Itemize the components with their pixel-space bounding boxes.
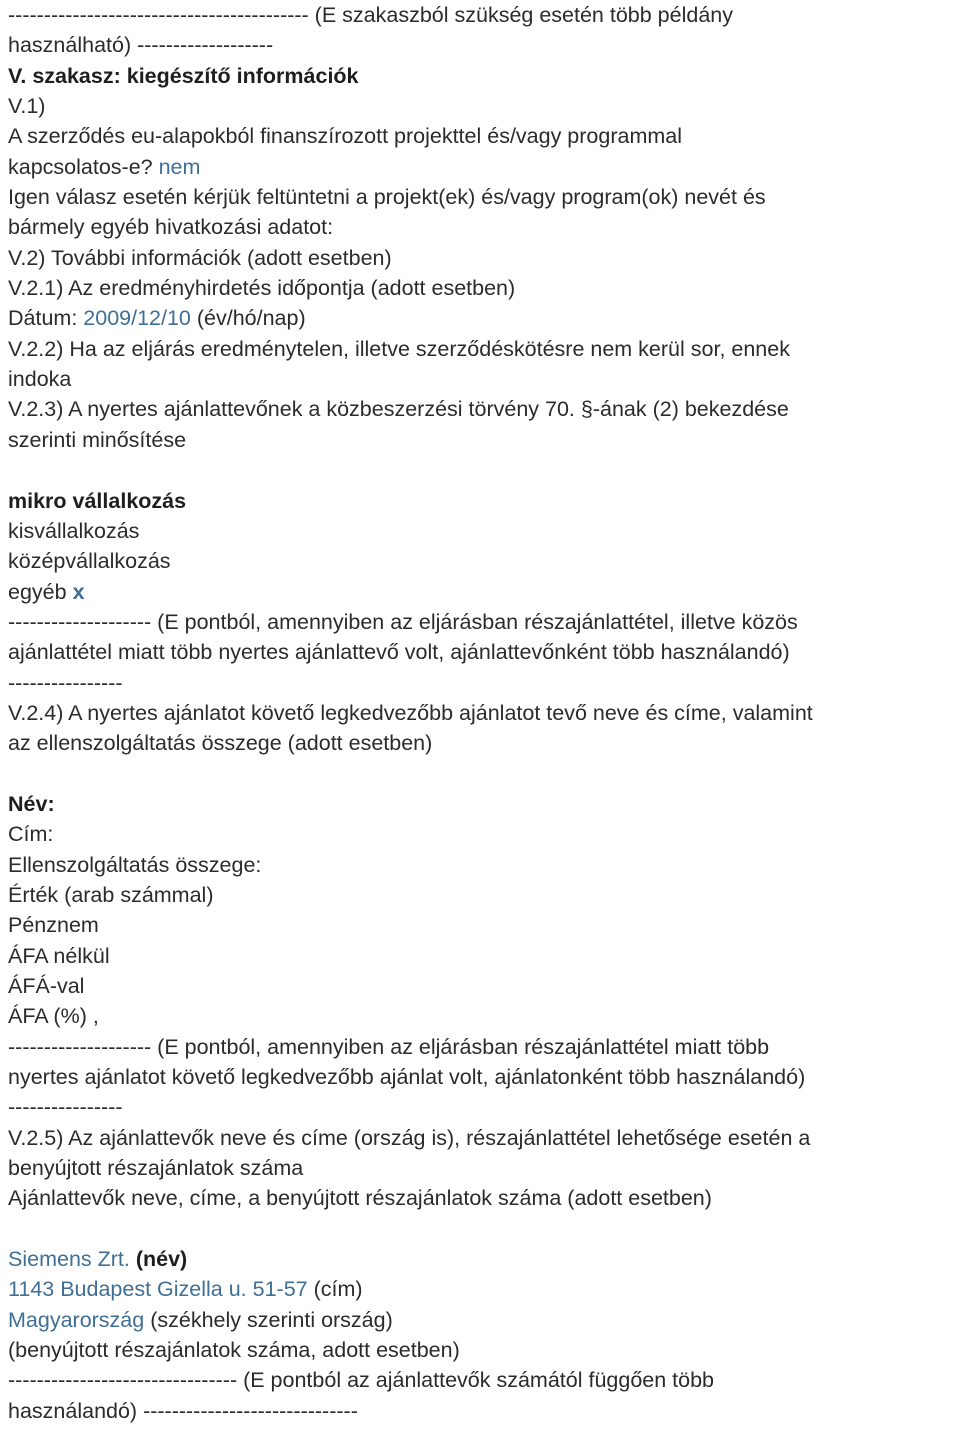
option-other bbox=[8, 577, 960, 607]
vat-included-label: ÁFÁ-val bbox=[8, 974, 85, 998]
spacer bbox=[8, 455, 960, 485]
item-heading: szerinti minősítése bbox=[8, 427, 187, 452]
item-heading: benyújtott részajánlatok száma bbox=[8, 1156, 304, 1181]
bidder-name-line bbox=[8, 1244, 960, 1274]
bidder-name: Siemens Zrt. bbox=[8, 1247, 130, 1272]
spacer bbox=[8, 1214, 960, 1244]
bidder-country-line bbox=[8, 1305, 960, 1335]
note-text: Igen válasz esetén kérjük feltüntetni a projekt(ek) és/vagy program(ok) nevét és bbox=[8, 185, 766, 210]
spacer bbox=[8, 759, 960, 789]
item-heading: az ellenszolgáltatás összege (adott esetben) bbox=[8, 731, 433, 756]
selected-mark: x bbox=[72, 579, 85, 604]
date-value: 2009/12/10 bbox=[83, 306, 191, 331]
option-other-label: egyéb bbox=[8, 579, 73, 604]
bidder-country: Magyarország bbox=[8, 1307, 145, 1332]
item-heading: V.2.4) A nyertes ajánlatot követő legkedvezőbb ajánlatot tevő neve és címe, valamint bbox=[8, 700, 813, 725]
separator-line: -------------------------------- (E pontból az ajánlattevők számától függően több bbox=[8, 1368, 715, 1393]
bidder-address-suffix: (cím) bbox=[307, 1277, 363, 1302]
note-text: bármely egyéb hivatkozási adatot: bbox=[8, 215, 334, 240]
bidder-address-line bbox=[8, 1274, 960, 1304]
bidder-address: 1143 Budapest Gizella u. 51-57 bbox=[8, 1277, 308, 1302]
item-number: V.1) bbox=[8, 94, 46, 119]
separator-line: használható) ------------------- bbox=[8, 33, 274, 58]
bidders-caption: Ajánlattevők neve, címe, a benyújtott részajánlatok száma (adott esetben) bbox=[8, 1186, 712, 1211]
question-line bbox=[8, 152, 960, 182]
option-micro: mikro vállalkozás bbox=[8, 488, 187, 513]
subsection-heading: V.2) További információk (adott esetben) bbox=[8, 245, 392, 270]
address-label: Cím: bbox=[8, 822, 54, 847]
item-heading: V.2.1) Az eredményhirdetés időpontja (adott esetben) bbox=[8, 276, 516, 301]
option-medium: középvállalkozás bbox=[8, 549, 171, 574]
bidder-name-suffix: (név) bbox=[129, 1247, 188, 1272]
separator-line: ajánlattétel miatt több nyertes ajánlattevő volt, ajánlattevőnként több használandó) bbox=[8, 640, 790, 665]
item-heading: V.2.2) Ha az eljárás eredménytelen, illetve szerződéskötésre nem kerül sor, ennek bbox=[8, 336, 790, 361]
date-format: (év/hó/nap) bbox=[190, 306, 306, 331]
vat-percent-label: ÁFA (%) , bbox=[8, 1004, 99, 1029]
question-text: kapcsolatos-e? bbox=[8, 154, 159, 179]
date-label: Dátum: bbox=[8, 306, 84, 331]
name-label: Név: bbox=[8, 791, 55, 816]
date-line bbox=[8, 303, 960, 333]
answer-value: nem bbox=[158, 154, 201, 179]
value-label: Érték (arab számmal) bbox=[8, 882, 214, 907]
separator-line: -------------------- (E pontból, amennyiben az eljárásban részajánlattétel miatt több bbox=[8, 1034, 770, 1059]
item-heading: indoka bbox=[8, 367, 72, 392]
separator-line: használandó) ------------------------------ bbox=[8, 1398, 358, 1423]
section-title: V. szakasz: kiegészítő információk bbox=[8, 63, 359, 88]
vat-excluded-label: ÁFA nélkül bbox=[8, 943, 110, 968]
amount-label: Ellenszolgáltatás összege: bbox=[8, 852, 262, 877]
question-text: A szerződés eu-alapokból finanszírozott projekttel és/vagy programmal bbox=[8, 124, 683, 149]
currency-label: Pénznem bbox=[8, 913, 99, 938]
bidder-country-suffix: (székhely szerinti ország) bbox=[144, 1307, 393, 1332]
separator-line: -------------------- (E pontból, amennyiben az eljárásban részajánlattétel, illetve közös bbox=[8, 609, 798, 634]
separator-line: nyertes ajánlatot követő legkedvezőbb ajánlat volt, ajánlatonként több használandó) bbox=[8, 1065, 806, 1090]
option-small: kisvállalkozás bbox=[8, 518, 140, 543]
separator-line: ---------------- bbox=[8, 670, 123, 695]
item-heading: V.2.5) Az ajánlattevők neve és címe (ország is), részajánlattétel lehetősége esetén a bbox=[8, 1125, 811, 1150]
item-heading: V.2.3) A nyertes ajánlattevőnek a közbeszerzési törvény 70. §-ának (2) bekezdése bbox=[8, 397, 789, 422]
separator-line: ------------------------------------------ (E szakaszból szükség esetén több példány bbox=[8, 3, 733, 27]
bids-count-label: (benyújtott részajánlatok száma, adott esetben) bbox=[8, 1338, 460, 1363]
separator-line: ---------------- bbox=[8, 1095, 123, 1120]
